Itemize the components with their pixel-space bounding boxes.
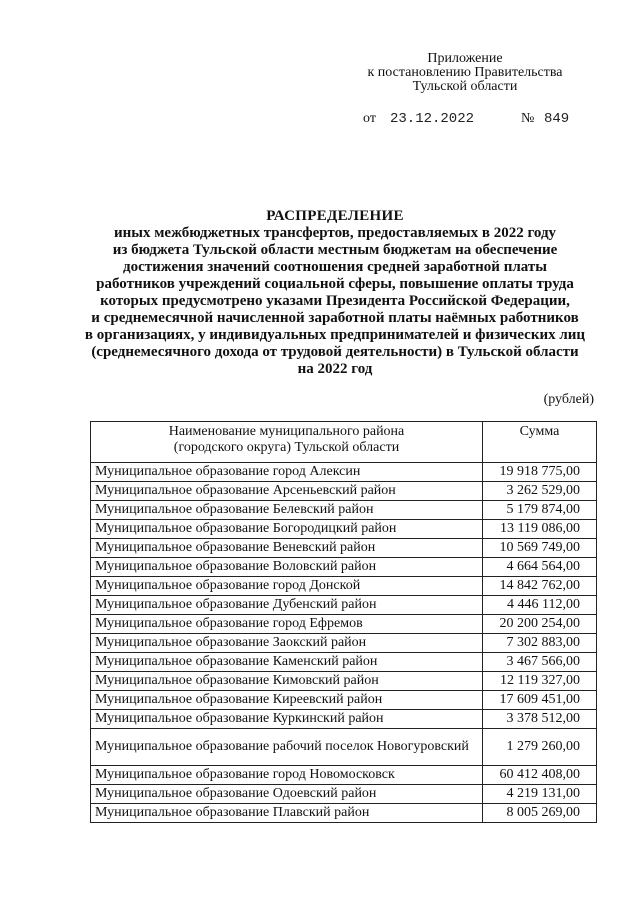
title-line: работников учреждений социальной сферы, повышение оплаты труда xyxy=(96,276,574,292)
table-row xyxy=(91,577,597,596)
table-row xyxy=(91,710,597,729)
table-row xyxy=(91,785,597,804)
row-name: Муниципальное образование Плавский район xyxy=(91,804,483,823)
row-name: Муниципальное образование Киреевский район xyxy=(91,691,483,710)
table-row xyxy=(91,539,597,558)
row-name: Муниципальное образование Заокский район xyxy=(91,634,483,653)
title-line: из бюджета Тульской области местным бюджетам на обеспечение xyxy=(112,242,558,258)
row-sum: 19 918 775,00 xyxy=(483,463,597,482)
title-line: на 2022 год xyxy=(297,361,373,377)
date-prefix: от xyxy=(363,111,376,126)
table-row xyxy=(91,766,597,785)
table-row xyxy=(91,520,597,539)
row-name: Муниципальное образование город Новомосковск xyxy=(91,766,483,785)
title-line: (среднемесячного дохода от трудовой деятельности) в Тульской области xyxy=(91,344,579,360)
decree-date: 23.12.2022 xyxy=(390,111,475,127)
header-name xyxy=(91,422,483,463)
row-sum: 13 119 086,00 xyxy=(483,520,597,539)
units-label: (рублей) xyxy=(543,392,594,407)
row-name: Муниципальное образование город Донской xyxy=(91,577,483,596)
table-row xyxy=(91,596,597,615)
row-sum: 5 179 874,00 xyxy=(483,501,597,520)
row-sum: 4 219 131,00 xyxy=(483,785,597,804)
row-sum: 3 378 512,00 xyxy=(483,710,597,729)
table-row xyxy=(91,501,597,520)
title-line: в организациях, у индивидуальных предпринимателей и физических лиц xyxy=(84,327,586,343)
header-name-line: Наименование муниципального района xyxy=(168,424,405,439)
row-sum: 7 302 883,00 xyxy=(483,634,597,653)
title-line: которых предусмотрено указами Президента Российской Федерации, xyxy=(100,293,570,309)
table-row xyxy=(91,804,597,823)
row-sum: 20 200 254,00 xyxy=(483,615,597,634)
row-name: Муниципальное образование Арсеньевский район xyxy=(91,482,483,501)
title-line: достижения значений соотношения средней заработной платы xyxy=(123,259,547,275)
row-sum: 60 412 408,00 xyxy=(483,766,597,785)
row-name: Муниципальное образование Веневский район xyxy=(91,539,483,558)
row-name: Муниципальное образование Кимовский район xyxy=(91,672,483,691)
row-name: Муниципальное образование рабочий поселок Новогуровский xyxy=(91,729,483,766)
row-name: Муниципальное образование Дубенский район xyxy=(91,596,483,615)
table-header-row xyxy=(91,422,597,463)
row-name: Муниципальное образование город Алексин xyxy=(91,463,483,482)
row-sum: 4 446 112,00 xyxy=(483,596,597,615)
row-name: Муниципальное образование Одоевский район xyxy=(91,785,483,804)
decree-number: 849 xyxy=(544,111,570,127)
table-row xyxy=(91,691,597,710)
row-sum: 8 005 269,00 xyxy=(483,804,597,823)
row-name: Муниципальное образование Воловский район xyxy=(91,558,483,577)
number-prefix: № xyxy=(521,111,535,126)
row-name: Муниципальное образование город Ефремов xyxy=(91,615,483,634)
table-row xyxy=(91,463,597,482)
header-sum: Сумма xyxy=(483,422,597,463)
row-sum: 12 119 327,00 xyxy=(483,672,597,691)
title-line: и среднемесячной начисленной заработной платы наёмных работников xyxy=(91,310,579,326)
row-name: Муниципальное образование Каменский район xyxy=(91,653,483,672)
table-row xyxy=(91,653,597,672)
row-name: Муниципальное образование Белевский район xyxy=(91,501,483,520)
row-name: Муниципальное образование Куркинский район xyxy=(91,710,483,729)
distribution-table xyxy=(90,421,597,823)
table-row xyxy=(91,634,597,653)
table-row xyxy=(91,558,597,577)
annex-decree: к постановлению Правительства xyxy=(367,65,563,80)
table-row xyxy=(91,729,597,766)
table-row xyxy=(91,482,597,501)
row-sum: 10 569 749,00 xyxy=(483,539,597,558)
row-sum: 1 279 260,00 xyxy=(483,729,597,766)
title-line: иных межбюджетных трансфертов, предоставляемых в 2022 году xyxy=(113,225,557,241)
document-title xyxy=(80,208,590,378)
header-name-line: (городского округа) Тульской области xyxy=(173,440,400,455)
row-sum: 3 467 566,00 xyxy=(483,653,597,672)
annex-block xyxy=(360,52,570,94)
table-row xyxy=(91,615,597,634)
annex-region: Тульской области xyxy=(412,79,518,94)
title-heading: РАСПРЕДЕЛЕНИЕ xyxy=(266,208,404,224)
row-name: Муниципальное образование Богородицкий район xyxy=(91,520,483,539)
row-sum: 3 262 529,00 xyxy=(483,482,597,501)
row-sum: 17 609 451,00 xyxy=(483,691,597,710)
row-sum: 14 842 762,00 xyxy=(483,577,597,596)
row-sum: 4 664 564,00 xyxy=(483,558,597,577)
annex-title: Приложение xyxy=(427,51,503,66)
table-row xyxy=(91,672,597,691)
